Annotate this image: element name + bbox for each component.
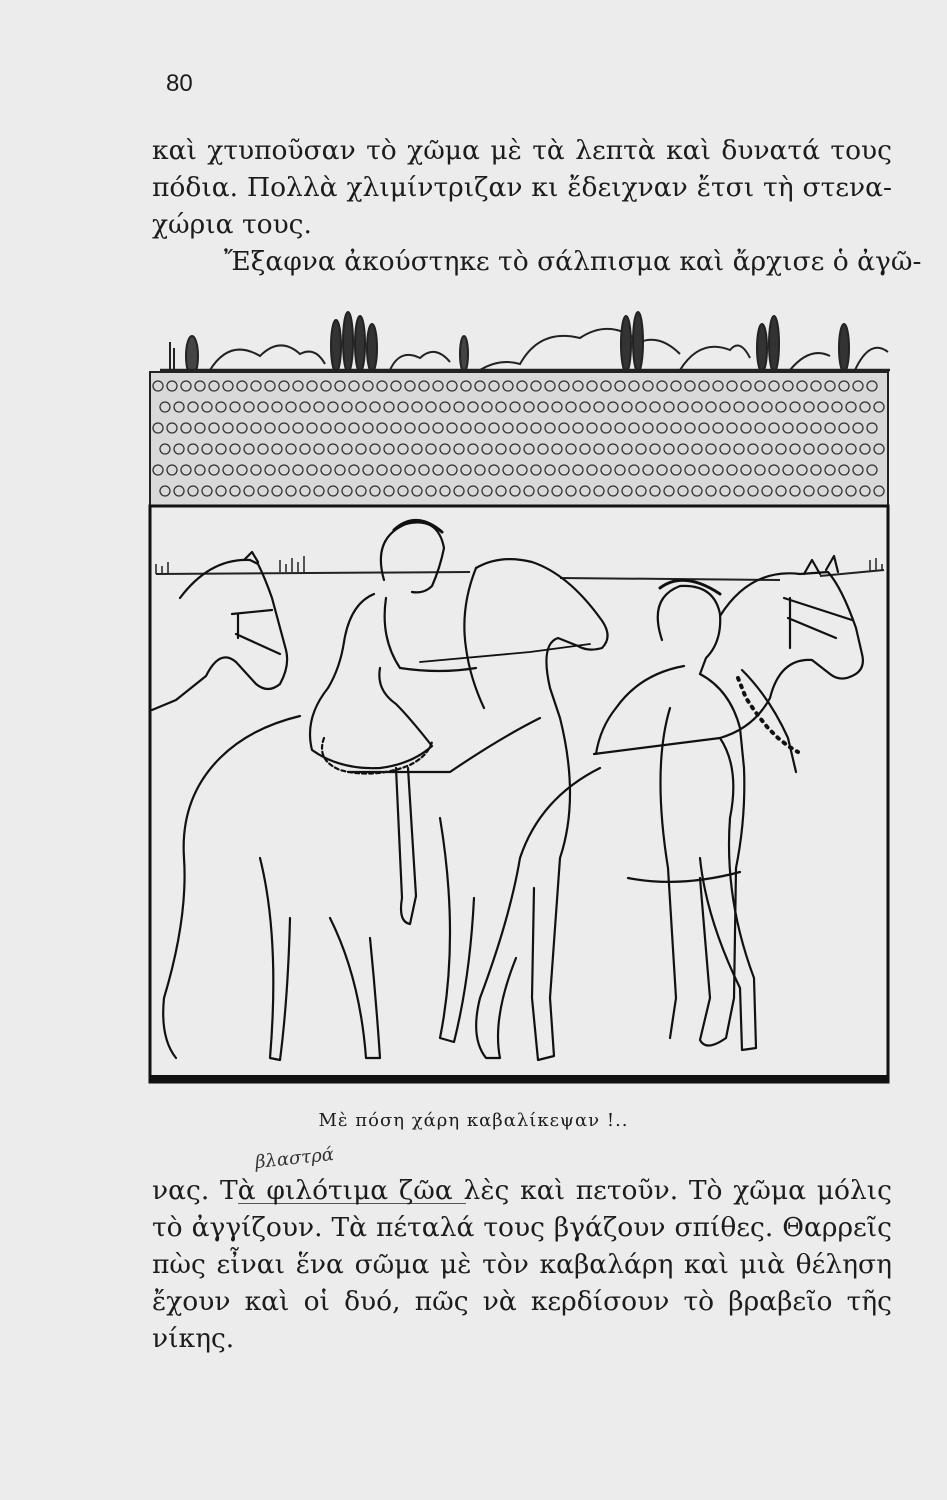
horses-illustration xyxy=(140,298,900,1092)
text-line: Ἔξαφνα ἀκούστηκε τὸ σάλπισμα καὶ ἄρχισε ὁ ἀγῶ- xyxy=(224,246,922,277)
text-line: πόδια. Πολλὰ χλιμίντριζαν κι ἔδειχναν ἔτσι τὴ στενα- xyxy=(152,172,892,203)
text-line: τὸ ἀγγίζουν. Τὰ πέταλά τους βγάζουν σπίθες. Θαρρεῖς xyxy=(152,1212,892,1243)
crowd xyxy=(150,372,888,506)
treeline xyxy=(160,312,890,376)
illustration-caption: Μὲ πόση χάρη καβαλίκεψαν !.. xyxy=(318,1110,629,1131)
top-paragraph xyxy=(152,132,922,280)
illustration-frame xyxy=(150,506,888,1082)
text-line: καὶ χτυποῦσαν τὸ χῶμα μὲ τὰ λεπτὰ καὶ δυνατά τους xyxy=(152,135,892,166)
handwritten-annotation: βλαστρά xyxy=(254,1143,335,1174)
horses-and-riders xyxy=(152,520,863,1060)
page-number: 80 xyxy=(166,70,193,97)
bottom-paragraph xyxy=(152,1172,892,1357)
text-line: πὼς εἶναι ἕνα σῶμα μὲ τὸν καβαλάρη καὶ μιὰ θέληση xyxy=(152,1249,892,1280)
text-line: χώρια τους. xyxy=(152,209,312,240)
text-line: ἔχουν καὶ οἱ δυό, πῶς νὰ κερδίσουν τὸ βραβεῖο τῆς xyxy=(152,1286,892,1317)
text-line: νίκης. xyxy=(152,1323,235,1354)
text-line: νας. Τὰ φιλότιμα ζῶα λὲς καὶ πετοῦν. Τὸ χῶμα μόλις xyxy=(152,1175,892,1206)
